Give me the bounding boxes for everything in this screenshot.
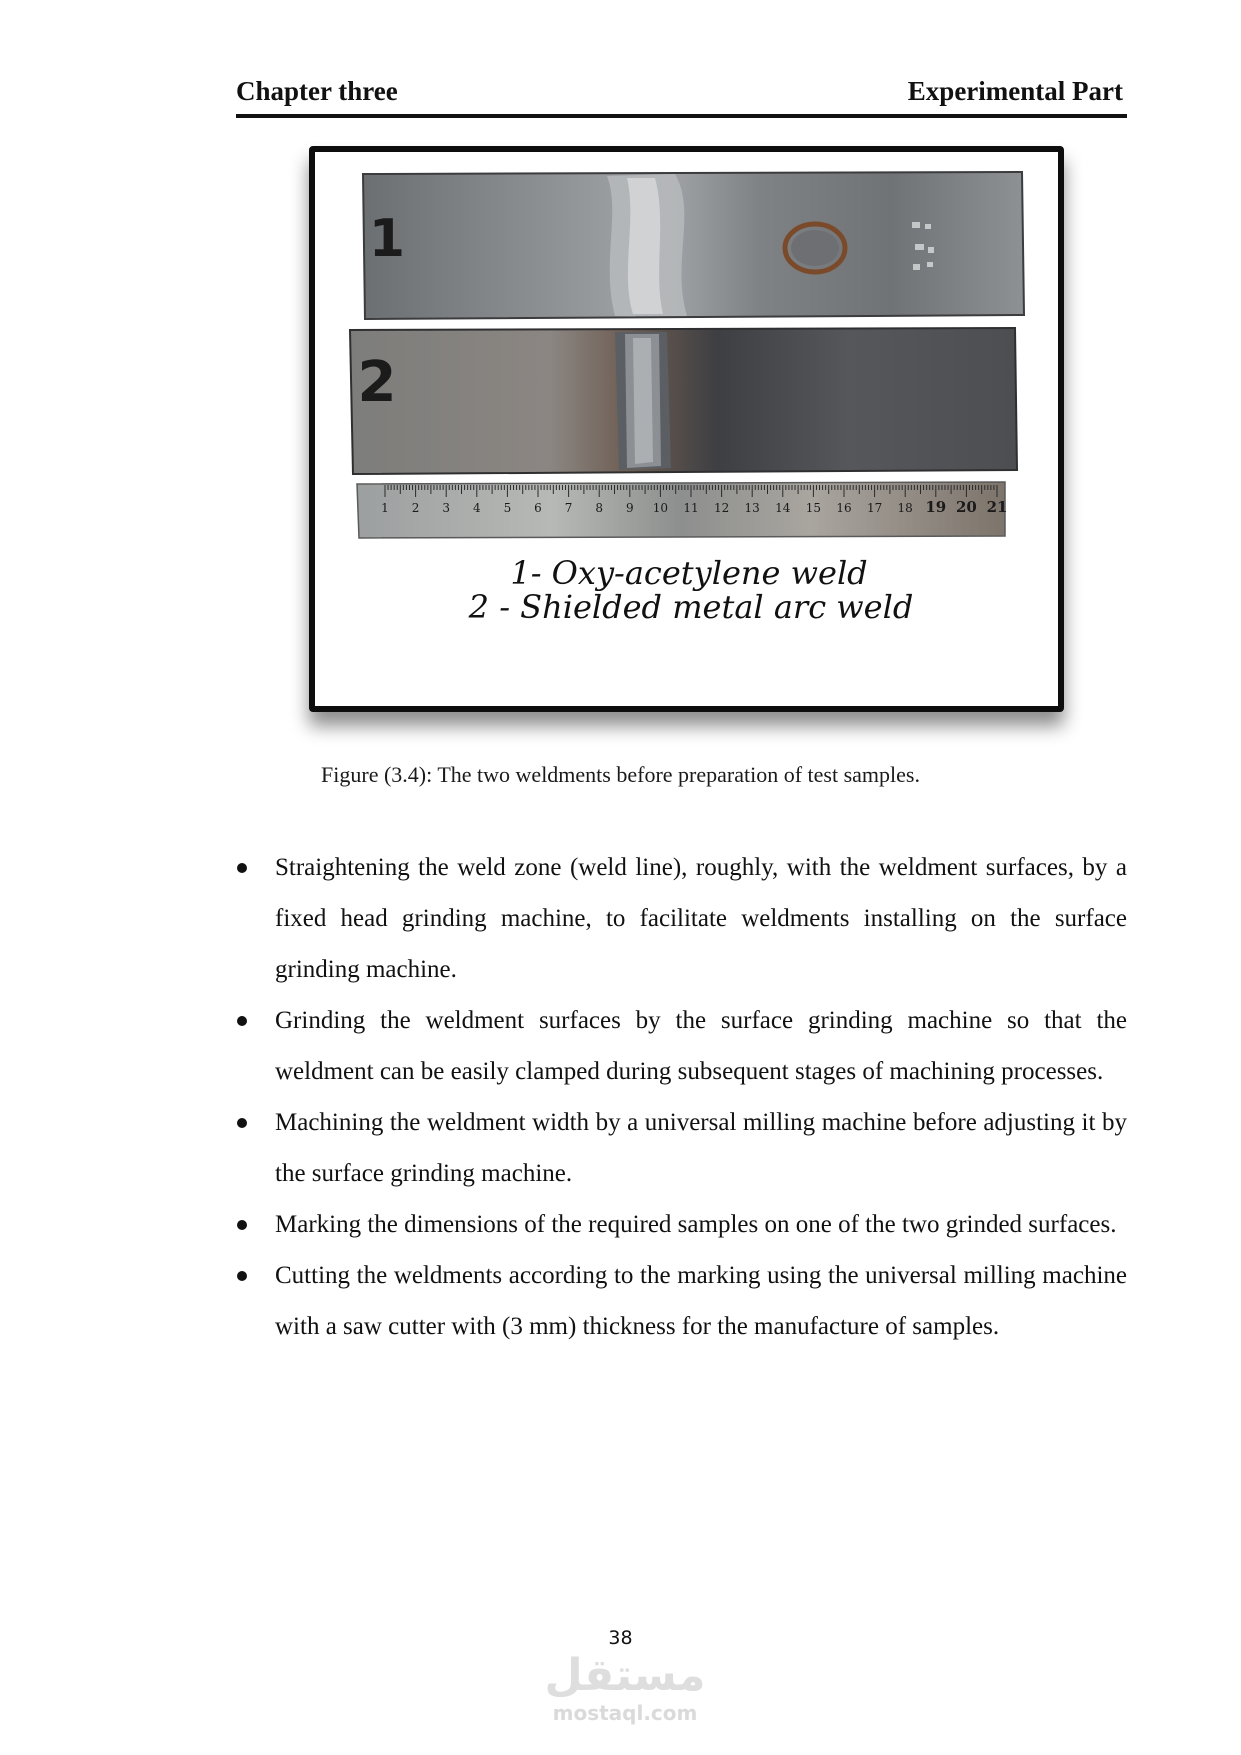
list-item <box>237 1097 1127 1199</box>
watermark-url: mostaql.com <box>552 1701 698 1725</box>
bullet-icon <box>237 863 247 873</box>
ruler-label: 10 <box>652 501 669 515</box>
list-item-text: Cutting the weldments according to the marking using the universal milling machine with a saw cutter with (3 mm) thickness for the manufacture of samples. <box>275 1262 1127 1340</box>
ruler-label: 5 <box>503 501 512 515</box>
ruler-label: 17 <box>866 501 883 515</box>
ruler <box>357 482 1007 538</box>
list-item <box>237 1199 1127 1250</box>
list-item-text: Straightening the weld zone (weld line), roughly, with the weldment surfaces, by a fixed head grinding machine, to facilitate weldments installing on the surface grinding machine. <box>275 854 1127 983</box>
ruler-label: 12 <box>713 501 730 515</box>
ruler-label: 16 <box>836 501 852 515</box>
list-item <box>237 1250 1127 1352</box>
list-item <box>237 995 1127 1097</box>
ruler-label: 9 <box>625 501 634 515</box>
bullet-icon <box>237 1271 247 1281</box>
page-number: 38 <box>608 1627 633 1649</box>
plate-1 <box>363 172 1024 319</box>
ruler-label: 8 <box>595 501 604 515</box>
bullet-icon <box>237 1118 247 1128</box>
list-item <box>237 842 1127 995</box>
ruler-label: 20 <box>955 498 977 516</box>
watermark-logo-text: مستقل <box>544 1650 706 1701</box>
ruler-label: 11 <box>683 501 699 515</box>
ruler-label: 14 <box>775 501 791 515</box>
ruler-label: 18 <box>897 501 913 515</box>
figure-weldments <box>309 146 1064 712</box>
ruler-label: 3 <box>442 501 451 515</box>
bullet-icon <box>237 1220 247 1230</box>
plate-2-number: 2 <box>357 350 397 416</box>
ruler-label: 21 <box>986 498 1008 516</box>
plate-2 <box>350 328 1017 474</box>
ruler-label: 15 <box>805 501 822 515</box>
list-item-text: Grinding the weldment surfaces by the surface grinding machine so that the weldment can be easily clamped during subsequent stages of machining processes. <box>275 1007 1127 1085</box>
figure-caption: Figure (3.4): The two weldments before preparation of test samples. <box>321 762 920 787</box>
ruler-label: 1 <box>381 501 389 515</box>
legend-line-2: 2 - Shielded metal arc weld <box>468 588 914 626</box>
page-header <box>236 74 1127 118</box>
legend-line-1: 1- Oxy-acetylene weld <box>510 554 868 592</box>
ruler-label: 7 <box>564 501 573 515</box>
plate-1-number: 1 <box>368 209 406 269</box>
list-item-text: Machining the weldment width by a universal milling machine before adjusting it by the surface grinding machine. <box>275 1109 1127 1187</box>
ruler-label: 6 <box>534 501 542 515</box>
chapter-title: Chapter three <box>236 76 398 106</box>
list-item-text: Marking the dimensions of the required samples on one of the two grinded surfaces. <box>275 1211 1117 1238</box>
ruler-label: 13 <box>744 501 760 515</box>
ruler-label: 2 <box>411 501 420 515</box>
watermark <box>540 1650 710 1730</box>
bullet-icon <box>237 1016 247 1026</box>
ruler-label: 19 <box>925 498 947 516</box>
section-title: Experimental Part <box>907 76 1123 106</box>
ruler-label: 4 <box>472 501 481 515</box>
bullet-list <box>237 842 1127 1352</box>
weldments-photo <box>315 152 1058 706</box>
